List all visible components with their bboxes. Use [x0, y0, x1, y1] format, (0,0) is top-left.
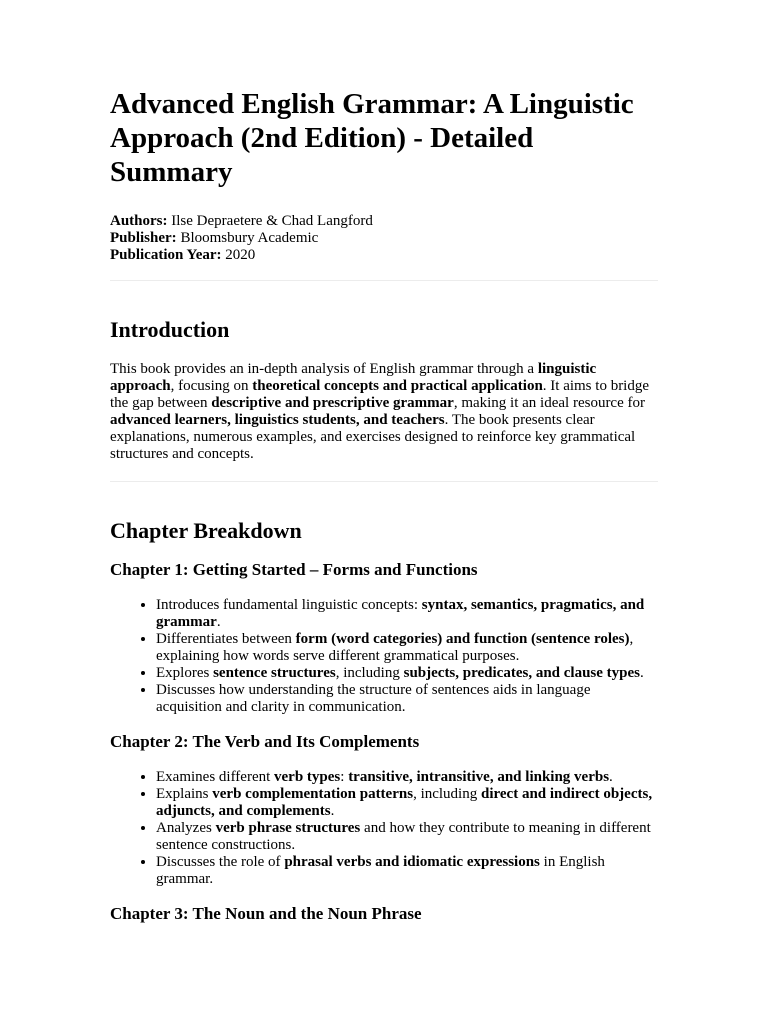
text-run: . It aims to bridge the gap between: [110, 378, 650, 411]
text-run: .: [640, 665, 644, 681]
publisher-line: [110, 230, 658, 247]
authors-value: Ilse Depraetere & Chad Langford: [167, 213, 373, 229]
text-run: , explaining how words serve different grammatical purposes.: [156, 631, 634, 664]
list-item: [156, 820, 658, 854]
bold-text-run: descriptive and prescriptive grammar: [211, 395, 454, 411]
book-metadata: [110, 213, 658, 264]
bold-text-run: direct and indirect objects, adjuncts, and complements: [156, 786, 653, 819]
text-run: , making it an ideal resource for: [453, 395, 645, 411]
bold-text-run: theoretical concepts and practical application: [252, 378, 543, 394]
authors-line: [110, 213, 658, 230]
publication-year-line: [110, 247, 658, 264]
text-run: , including: [413, 786, 481, 802]
list-item: [156, 631, 658, 665]
bold-text-run: transitive, intransitive, and linking verbs: [348, 769, 610, 785]
list-item: [156, 597, 658, 631]
bold-text-run: phrasal verbs and idiomatic expressions: [284, 854, 540, 870]
text-run: . The book presents clear explanations, numerous examples, and exercises designed to reinforce key grammatical structures and concepts.: [110, 412, 636, 462]
introduction-heading: Introduction: [110, 317, 230, 342]
text-run: Explains: [156, 786, 213, 802]
introduction-paragraph: [110, 361, 658, 463]
list-item: [156, 682, 658, 716]
bold-text-run: subjects, predicates, and clause types: [403, 665, 640, 681]
publication-year-label: Publication Year:: [110, 247, 222, 263]
bold-text-run: syntax, semantics, pragmatics, and grammar: [156, 597, 645, 630]
chapter-breakdown-heading: Chapter Breakdown: [110, 518, 302, 543]
bold-text-run: sentence structures: [213, 665, 336, 681]
text-run: This book provides an in-depth analysis of English grammar through a: [110, 361, 538, 377]
chapter-1-heading: Chapter 1: Getting Started – Forms and Functions: [110, 560, 478, 579]
publisher-value: Bloomsbury Academic: [176, 230, 319, 246]
text-run: Explores: [156, 665, 214, 681]
list-item: [156, 854, 658, 888]
text-run: , including: [335, 665, 404, 681]
text-run: and how they contribute to meaning in different sentence constructions.: [156, 820, 651, 853]
text-run: Introduces fundamental linguistic concepts:: [156, 597, 422, 613]
bold-text-run: verb phrase structures: [215, 820, 361, 836]
section-divider: [110, 280, 658, 281]
text-run: .: [216, 614, 221, 630]
text-run: Discusses how understanding the structure of sentences aids in language acquisition and clarity in communication.: [156, 682, 591, 715]
text-run: in English grammar.: [156, 854, 605, 887]
text-run: .: [330, 803, 335, 819]
chapter-2-heading: Chapter 2: The Verb and Its Complements: [110, 732, 420, 751]
publication-year-value: 2020: [221, 247, 256, 263]
bold-text-run: advanced learners, linguistics students, and teachers: [110, 412, 445, 428]
bold-text-run: verb types: [274, 769, 341, 785]
text-run: Discusses the role of: [156, 854, 285, 870]
document-title: Advanced English Grammar: A Linguistic Approach (2nd Edition) - Detailed Summary: [110, 88, 634, 188]
bold-text-run: linguistic approach: [110, 361, 597, 394]
list-item: [156, 769, 658, 786]
list-item: [156, 665, 658, 682]
text-run: Analyzes: [156, 820, 216, 836]
bold-text-run: form (word categories) and function (sentence roles): [295, 631, 630, 647]
chapter-1-list: [110, 597, 658, 716]
chapter-3-heading: Chapter 3: The Noun and the Noun Phrase: [110, 904, 422, 923]
text-run: Examines different: [156, 769, 275, 785]
text-run: :: [340, 769, 349, 785]
list-item: [156, 786, 658, 820]
text-run: , focusing on: [170, 378, 253, 394]
text-run: .: [609, 769, 613, 785]
section-divider: [110, 481, 658, 482]
publisher-label: Publisher:: [110, 230, 177, 246]
authors-label: Authors:: [110, 213, 168, 229]
bold-text-run: verb complementation patterns: [212, 786, 414, 802]
chapter-2-list: [110, 769, 658, 888]
document-content: [110, 87, 658, 924]
text-run: Differentiates between: [156, 631, 296, 647]
